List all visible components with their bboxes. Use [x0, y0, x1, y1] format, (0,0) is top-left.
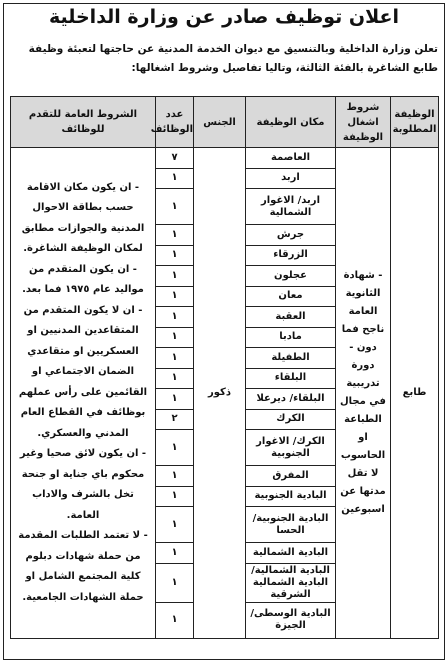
count-cell: ١ [156, 368, 194, 389]
location-cell: الزرقاء [246, 245, 336, 266]
location-cell: البادية الشمالية/ البادية الشمالية الشرقية [246, 563, 336, 602]
location-cell: عجلون [246, 266, 336, 287]
header-job: الوظيفة المطلوبة [391, 97, 439, 148]
count-cell: ١ [156, 543, 194, 564]
location-cell: البادية الوسطى/ الجيزة [246, 602, 336, 638]
header-count: عدد الوظائف [156, 97, 194, 148]
location-cell: الطفيلة [246, 348, 336, 369]
count-cell: ١ [156, 466, 194, 487]
location-cell: البادية الجنوبية [246, 486, 336, 507]
location-cell: معان [246, 286, 336, 307]
general-condition-item: - لا تعتمد الطلبات المقدمة من حملة شهادات دبلوم كلية المجتمع الشامل او حملة الشهادات الجامعية. [18, 530, 148, 603]
count-cell: ١ [156, 189, 194, 225]
table-row [11, 148, 439, 169]
general-condition-item: - ان يكون المتقدم من مواليد عام ١٩٧٥ فما بعد. [22, 263, 144, 295]
header-gender: الجنس [194, 97, 246, 148]
location-cell: البلقاء/ ديرعلا [246, 389, 336, 410]
count-cell: ١ [156, 563, 194, 602]
page-title: اعلان توظيف صادر عن وزارة الداخلية [48, 6, 400, 28]
job-title-cell: طابع [391, 148, 439, 639]
count-cell: ١ [156, 225, 194, 246]
location-cell: مادبا [246, 327, 336, 348]
location-cell: الكرك/ الاغوار الجنوبية [246, 430, 336, 466]
location-cell: المفرق [246, 466, 336, 487]
count-cell: ١ [156, 348, 194, 369]
location-cell: العقبة [246, 307, 336, 328]
count-cell: ١ [156, 430, 194, 466]
header-general-conditions: الشروط العامة للتقدم للوظائف [11, 97, 156, 148]
general-conditions-cell [11, 148, 156, 639]
table-header-row [11, 97, 439, 148]
general-condition-item: - ان يكون لائق صحيا وغير محكوم باي جناية او جنحة تخل بالشرف والاداب العامة. [19, 448, 147, 521]
location-cell: الكرك [246, 409, 336, 430]
count-cell: ١ [156, 602, 194, 638]
count-cell: ١ [156, 168, 194, 189]
location-cell: اربد/ الاغوار الشمالية [246, 189, 336, 225]
count-cell: ١ [156, 389, 194, 410]
intro-text: تعلن وزارة الداخلية وبالتنسيق مع ديوان الخدمة المدنية عن حاجتها لتعبئة وظيفة طابع الشاغرة بالفئة الثالثة، وتاليا تفاصيل وشروط اشغالها: [28, 43, 438, 74]
location-cell: العاصمة [246, 148, 336, 169]
jobs-table [10, 96, 439, 639]
count-cell: ١ [156, 307, 194, 328]
count-cell: ١ [156, 266, 194, 287]
header-requirements: شروط اشغال الوظيفة [336, 97, 391, 148]
job-requirements-cell: - شهادة الثانوية العامة ناجح فما دون - دورة تدريبية في مجال الطباعة او الحاسوب لا تقل مدتها عن اسبوعين [336, 148, 391, 639]
count-cell: ١ [156, 507, 194, 543]
location-cell: جرش [246, 225, 336, 246]
gender-cell: ذكور [194, 148, 246, 639]
count-cell: ١ [156, 486, 194, 507]
header-location: مكان الوظيفة [246, 97, 336, 148]
count-cell: ٢ [156, 409, 194, 430]
count-cell: ١ [156, 327, 194, 348]
location-cell: البادية الشمالية [246, 543, 336, 564]
general-condition-item: - ان يكون مكان الاقامة حسب بطاقة الاحوال المدنية والجوازات مطابق لمكان الوظيفة الشاغرة. [21, 181, 145, 254]
location-cell: البلقاء [246, 368, 336, 389]
count-cell: ١ [156, 286, 194, 307]
count-cell: ١ [156, 245, 194, 266]
location-cell: البادية الجنوبية/ الحسا [246, 507, 336, 543]
count-cell: ٧ [156, 148, 194, 169]
location-cell: اربد [246, 168, 336, 189]
general-condition-item: - ان لا يكون المتقدم من المتقاعدين المدنيين او العسكريين او متقاعدي الضمان الاجتماعي او القائمين على رأس عملهم بوظائف في القطاع العام المدني والعسكري. [18, 304, 148, 439]
